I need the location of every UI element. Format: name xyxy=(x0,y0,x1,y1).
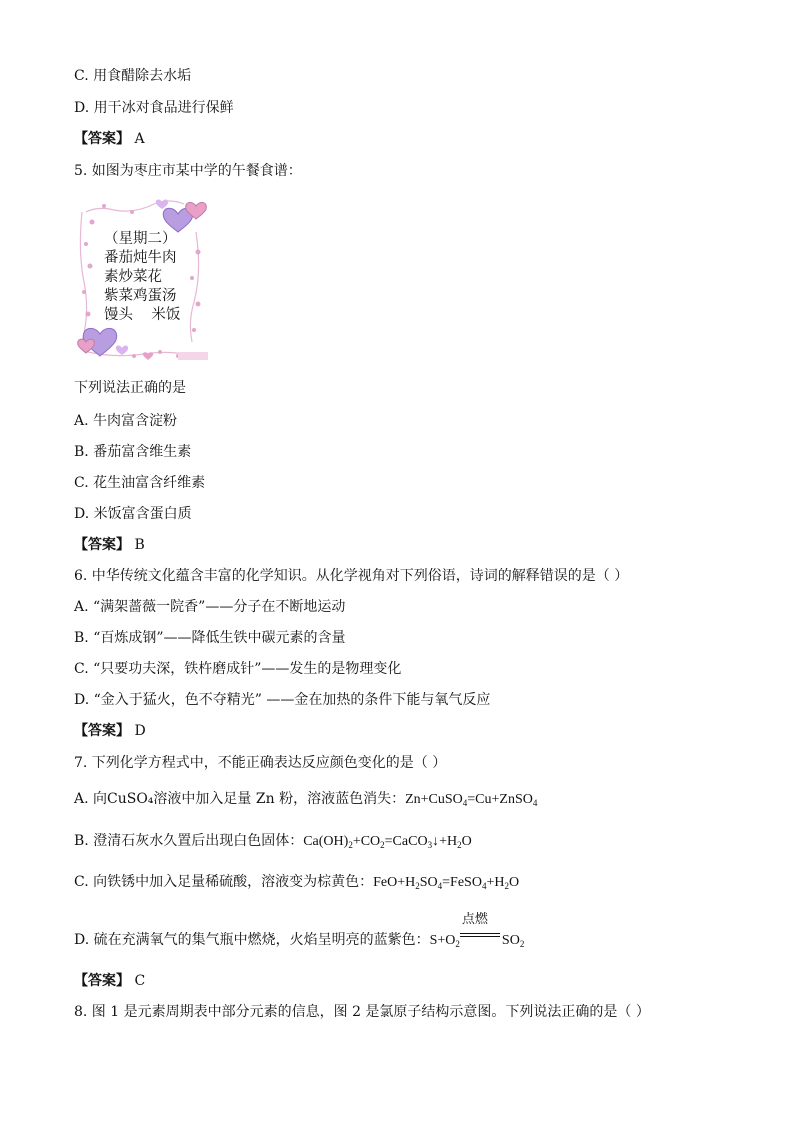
q8-stem: 8. 图 1 是元素周期表中部分元素的信息，图 2 是氯原子结构示意图。下列说法正确的是（ ） xyxy=(74,1004,650,1020)
menu-item: 素炒菜花 xyxy=(104,269,162,285)
condition-label: 点燃 xyxy=(461,911,488,926)
answer-value: A xyxy=(134,131,145,147)
equation-d: $S+O_2$ 点燃 $SO_2$ xyxy=(429,911,525,949)
menu-item: 番茄炖牛肉 xyxy=(104,250,177,266)
q5-question: 下列说法正确的是 xyxy=(74,380,186,396)
equation-b: $Ca(OH)_2+CO_2=CaCO_3↓+H_2O$ xyxy=(303,834,472,850)
reaction-condition xyxy=(460,911,502,944)
q5-option-d: D. 米饭富含蛋白质 xyxy=(74,506,192,522)
option-text: C. 向铁锈中加入足量稀硫酸，溶液变为棕黄色： xyxy=(74,874,374,890)
q6-option-a: A. “满架蔷薇一院香”——分子在不断地运动 xyxy=(74,599,346,615)
answer-label: 【答案】 xyxy=(74,131,130,147)
menu-day: （星期二） xyxy=(104,231,177,247)
option-text: B. 澄清石灰水久置后出现白色固体： xyxy=(74,833,304,849)
q7-option-c xyxy=(74,873,519,892)
q6-option-b: B. “百炼成钢”——降低生铁中碳元素的含量 xyxy=(74,630,346,646)
q4-option-d: D. 用干冰对食品进行保鲜 xyxy=(74,100,234,116)
answer-label: 【答案】 xyxy=(74,537,130,553)
q7-stem: 7. 下列化学方程式中，不能正确表达反应颜色变化的是（ ） xyxy=(74,755,447,771)
answer-label: 【答案】 xyxy=(74,723,130,739)
equation-a: Zn+CuSO$_4$=Cu+ZnSO$_4$ xyxy=(405,792,538,808)
q7-option-d xyxy=(74,911,525,950)
equation-c: $FeO+H_2SO_4=FeSO_4+H_2O$ xyxy=(373,875,520,891)
answer-value: D xyxy=(134,723,146,739)
q7-option-b xyxy=(74,832,472,851)
q6-answer xyxy=(74,722,146,740)
q7-option-a xyxy=(74,790,537,809)
option-text: A. 向CuSO₄溶液中加入足量 Zn 粉，溶液蓝色消失： xyxy=(74,791,406,807)
answer-label: 【答案】 xyxy=(74,973,130,989)
q5-stem: 5. 如图为枣庄市某中学的午餐食谱： xyxy=(74,163,302,179)
q5-option-c: C. 花生油富含纤维素 xyxy=(74,475,206,491)
q5-answer xyxy=(74,536,145,554)
q4-answer xyxy=(74,130,145,148)
answer-value: B xyxy=(134,537,145,553)
q6-stem: 6. 中华传统文化蕴含丰富的化学知识。从化学视角对下列俗语，诗词的解释错误的是（ ） xyxy=(74,568,629,584)
lunch-menu-image xyxy=(74,192,214,364)
q6-option-c: C. “只要功夫深，铁杵磨成针”——发生的是物理变化 xyxy=(74,661,402,677)
menu-text xyxy=(104,230,180,325)
option-text: D. 硫在充满氧气的集气瓶中燃烧，火焰呈明亮的蓝紫色： xyxy=(74,932,430,948)
menu-item: 馒头 米饭 xyxy=(104,307,181,323)
q7-answer xyxy=(74,972,145,990)
q5-option-a: A. 牛肉富含淀粉 xyxy=(74,413,178,429)
menu-item: 紫菜鸡蛋汤 xyxy=(104,288,177,304)
q5-option-b: B. 番茄富含维生素 xyxy=(74,444,192,460)
answer-value: C xyxy=(134,973,146,989)
q4-option-c: C. 用食醋除去水垢 xyxy=(74,68,192,84)
q6-option-d: D. “金入于猛火，色不夺精光” ——金在加热的条件下能与氧气反应 xyxy=(74,692,491,708)
